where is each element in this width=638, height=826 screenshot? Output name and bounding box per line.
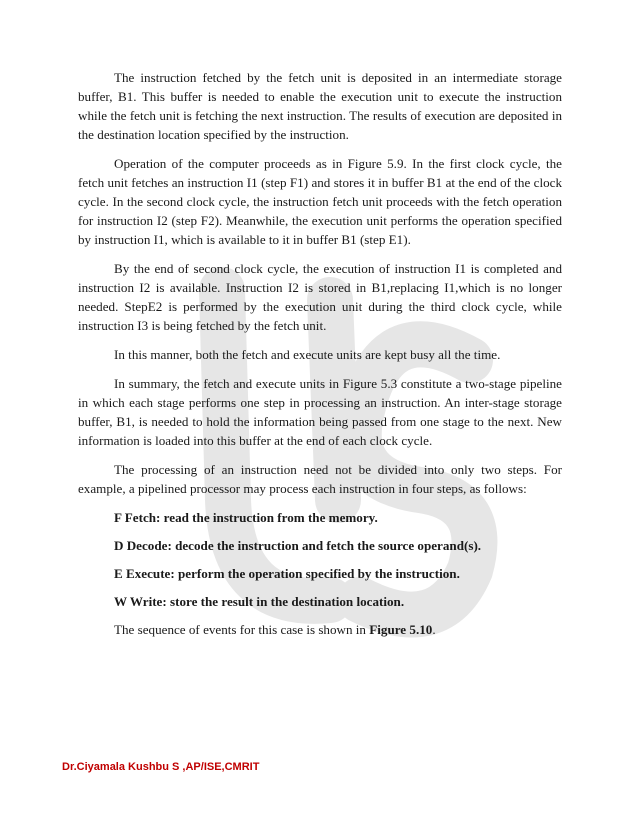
paragraph-operation: Operation of the computer proceeds as in Figure 5.9. In the first clock cycle, the fetch unit fetches an instruction I1 (step F1) and stores it in buffer B1 at the end of the clock cycle. In the second clock cycle, the instruction fetch unit proceeds with the fetch operation for instruction I2 (step F2). Meanwhile, the execution unit performs the operation specified by instruction I1, which is available to it in buffer B1 (step E1). [78,156,562,247]
step-execute: E Execute: perform the operation specified by the instruction. [114,566,460,581]
closing-text: The sequence of events for this case is shown in [114,622,370,637]
step-write: W Write: store the result in the destination location. [114,594,405,609]
paragraph-summary: In summary, the fetch and execute units in Figure 5.3 constitute a two-stage pipeline in which each stage performs one step in processing an instruction. An inter-stage storage buffer, B1, is needed to hold the information being passed from one stage to the next. New information is loaded into this buffer at the end of each clock cycle. [78,376,562,448]
paragraph-four-steps: The processing of an instruction need not be divided into only two steps. For example, a pipelined processor may process each instruction in four steps, as follows: [78,462,562,496]
step-decode: D Decode: decode the instruction and fetch the source operand(s). [114,538,482,553]
footer-author: Dr.Ciyamala Kushbu S ,AP/ISE,CMRIT [62,761,260,773]
paragraph-closing [78,620,562,639]
document-body [78,68,562,649]
figure-reference: Figure 5.10 [369,622,433,637]
paragraph-intermediate-buffer: The instruction fetched by the fetch unit is deposited in an intermediate storage buffer, B1. This buffer is needed to enable the execution unit to execute the instruction while the fetch unit is fetching the next instruction. The results of execution are deposited in the destination location specified by the instruction. [78,70,562,142]
footer [62,761,259,773]
paragraph-busy-units: In this manner, both the fetch and execute units are kept busy all the time. [114,347,501,362]
step-fetch: F Fetch: read the instruction from the memory. [114,510,378,525]
paragraph-second-cycle: By the end of second clock cycle, the execution of instruction I1 is completed and instruction I2 is available. Instruction I2 is stored in B1,replacing I1,which is no longer needed. StepE2 is performed by the execution unit during the third clock cycle, while instruction I3 is being fetched by the fetch unit. [78,261,562,333]
closing-end: . [432,622,436,637]
